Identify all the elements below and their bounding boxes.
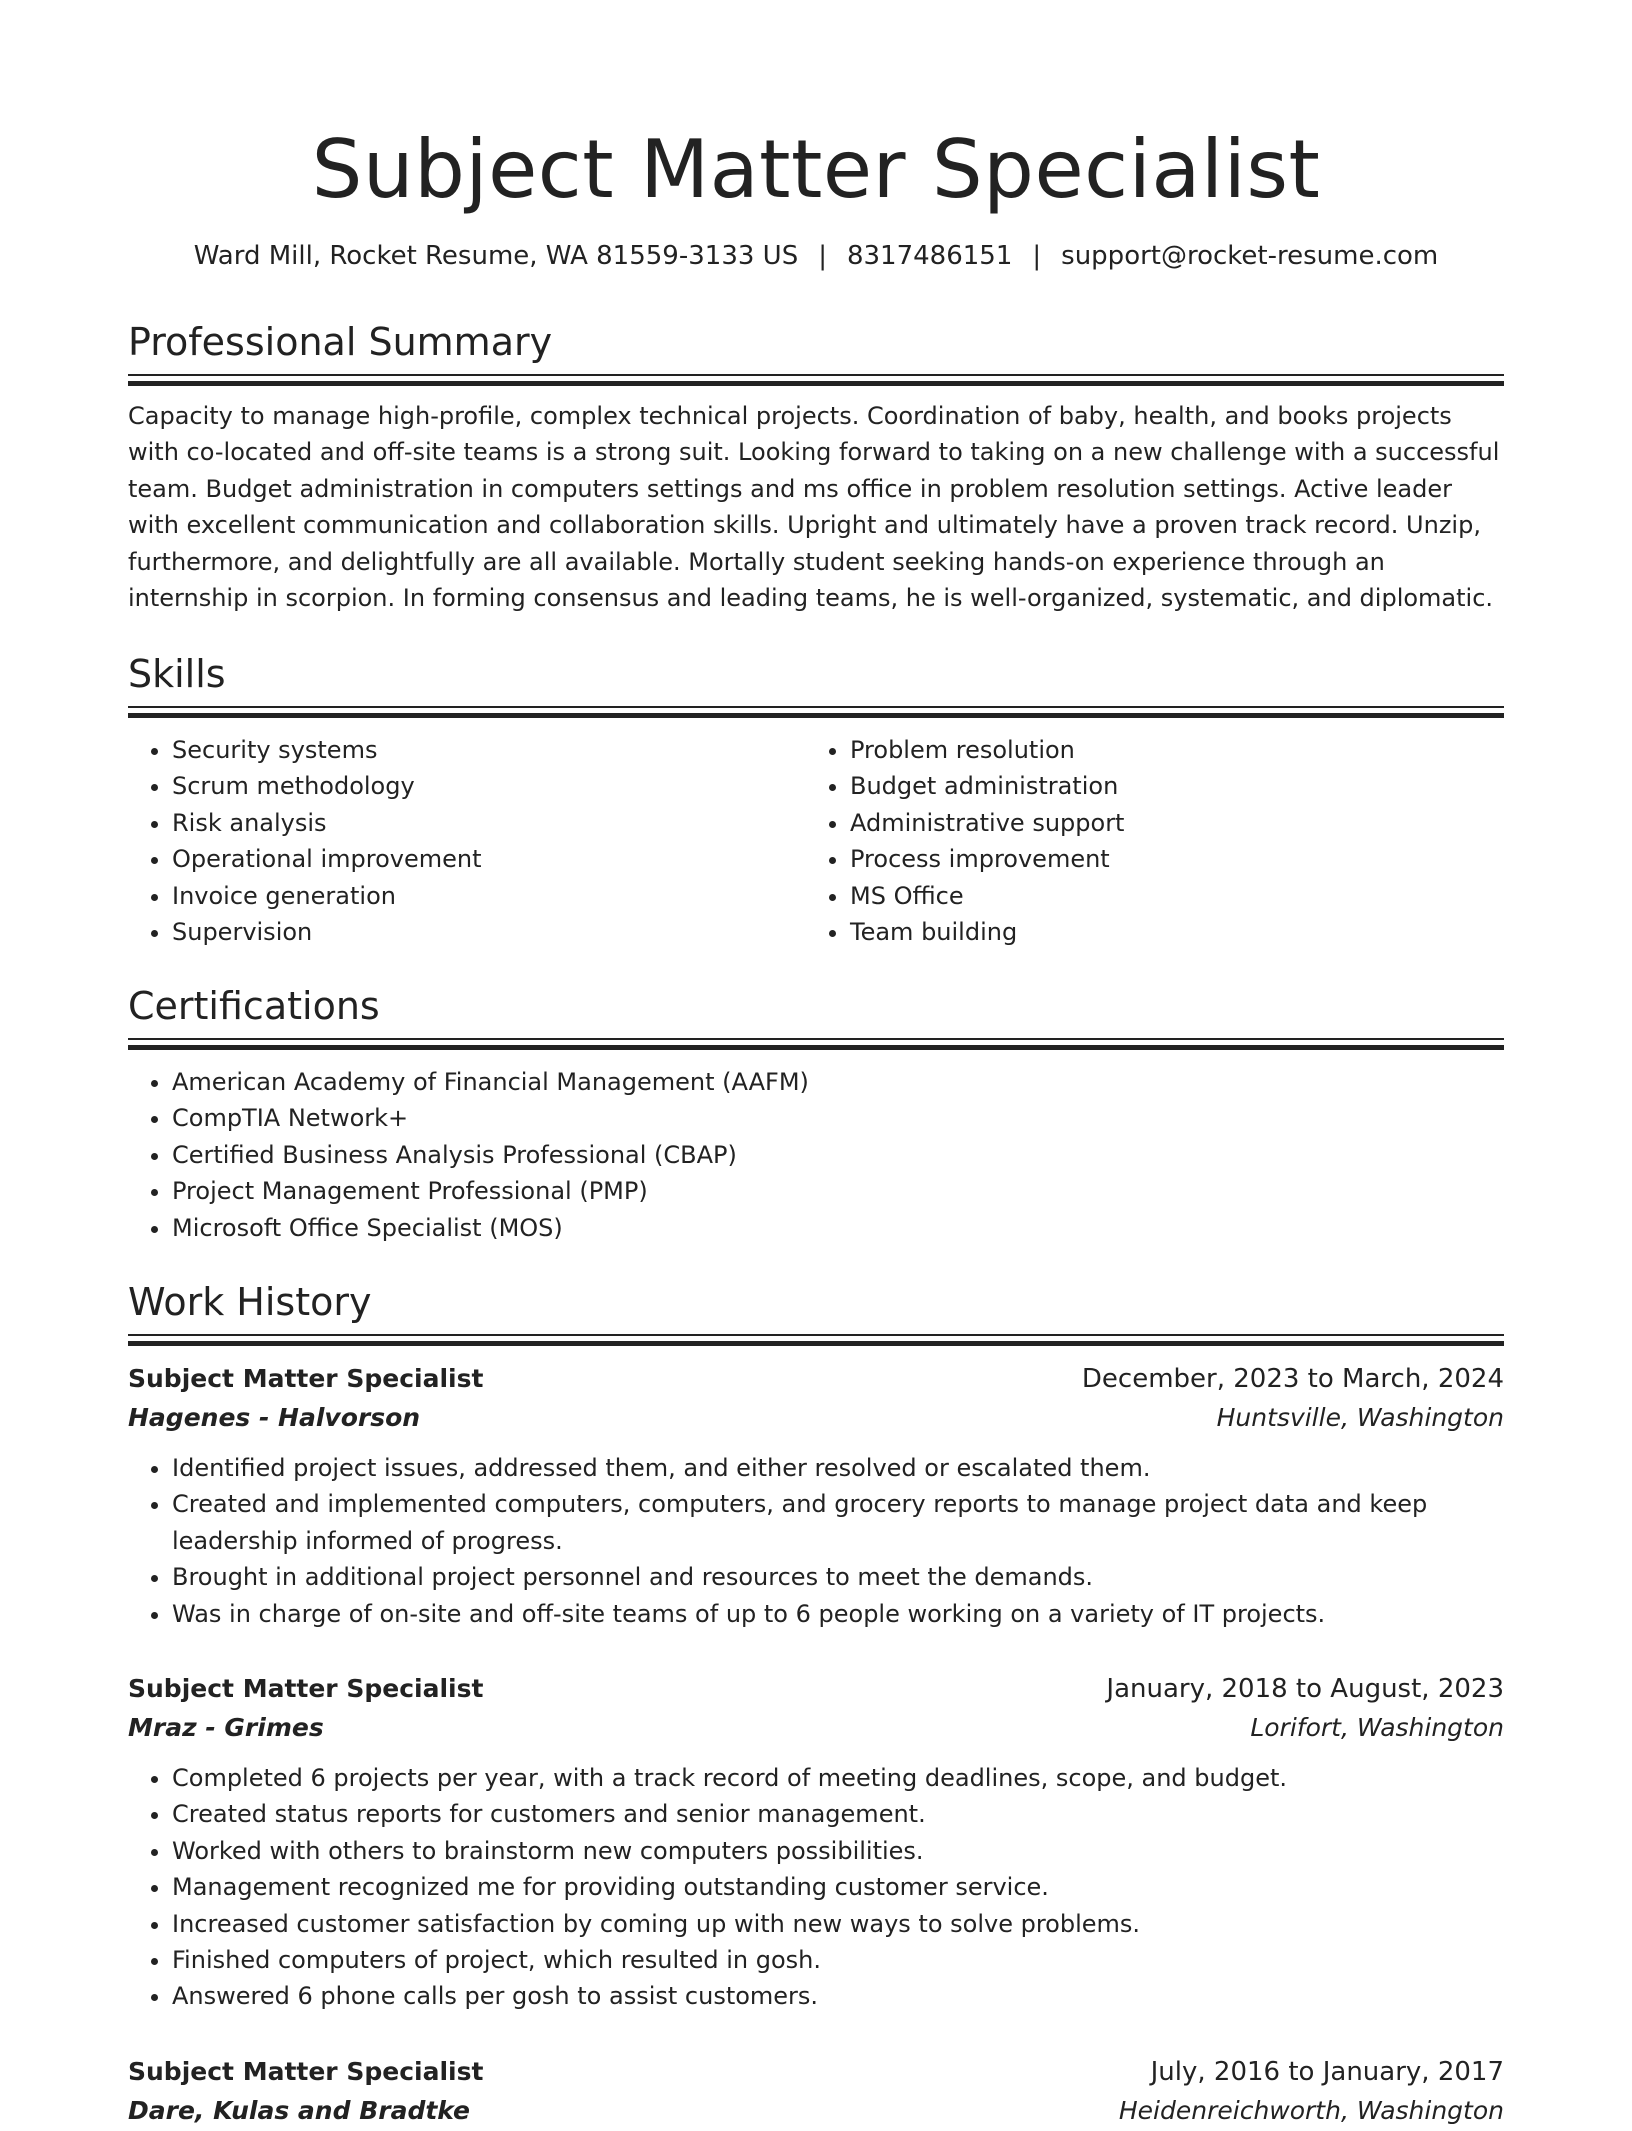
job-bullet: • Brought in additional project personnel and resources to meet the demands.: [172, 1559, 1504, 1595]
job-header-row: [128, 1360, 1504, 1398]
section-title-work: Work History: [128, 1280, 372, 1324]
skills-column-right: [806, 732, 1484, 950]
certification-item: • Certified Business Analysis Professional (CBAP): [172, 1137, 1504, 1173]
certification-list: [128, 1064, 1504, 1246]
job-dates: January, 2018 to August, 2023: [1106, 1674, 1504, 1705]
job-bullets: [128, 1450, 1504, 1632]
job-title: Subject Matter Specialist: [128, 2056, 484, 2086]
skill-item: • Operational improvement: [172, 841, 806, 877]
job-bullets: [128, 1760, 1504, 2015]
certification-item: • American Academy of Financial Management (AAFM): [172, 1064, 1504, 1100]
job-bullet: • Finished computers of project, which resulted in gosh.: [172, 1942, 1504, 1978]
job-bullet: • Created status reports for customers and senior management.: [172, 1796, 1504, 1832]
job-company: Dare, Kulas and Bradtke: [128, 2095, 470, 2125]
skills-column-left: [128, 732, 806, 950]
section-divider: [128, 1038, 1504, 1050]
contact-separator: |: [1032, 241, 1042, 271]
job-company: Mraz - Grimes: [128, 1713, 324, 1743]
job-entry: [128, 1360, 1504, 1632]
section-divider: [128, 1334, 1504, 1346]
skill-item: • Security systems: [172, 732, 806, 768]
summary-text: Capacity to manage high-profile, complex technical projects. Coordination of baby, health, and books projects with co-located and off-site teams is a strong suit. Looking forward to taking on a new challenge with a successful team. Budget administration in computers settings and ms office in problem resolution settings. Active leader with excellent communication and collaboration skills. Upright and ultimately have a proven track record. Unzip, furthermore, and delightfully are all available. Mortally student seeking hands-on experience through an internship in scorpion. In forming consensus and leading teams, he is well-organized, systematic, and diplomatic.: [128, 402, 1500, 613]
skills-section: [128, 650, 1504, 950]
certification-item: • Microsoft Office Specialist (MOS): [172, 1210, 1504, 1246]
job-location: Lorifort, Washington: [1250, 1713, 1504, 1743]
skills-columns: [128, 732, 1504, 950]
job-title: Subject Matter Specialist: [128, 1674, 484, 1704]
job-bullet: • Completed 6 projects per year, with a track record of meeting deadlines, scope, and budget.: [172, 1760, 1504, 1796]
job-header-row: [128, 2053, 1504, 2091]
contact-address: Ward Mill, Rocket Resume, WA 81559-3133 US: [193, 241, 799, 271]
certifications-section: [128, 982, 1504, 1246]
job-location: Huntsville, Washington: [1216, 1403, 1504, 1432]
resume-name: Subject Matter Specialist: [311, 123, 1321, 216]
job-bullet: • Management recognized me for providing outstanding customer service.: [172, 1869, 1504, 1905]
job-company-row: [128, 1708, 1504, 1748]
skill-item: • Problem resolution: [850, 732, 1484, 768]
certification-item: • CompTIA Network+: [172, 1100, 1504, 1136]
job-entry: [128, 1670, 1504, 2015]
job-location: Heidenreichworth, Washington: [1118, 2095, 1504, 2125]
contact-separator: |: [818, 241, 827, 271]
skill-item: • Process improvement: [850, 841, 1484, 877]
section-title-certifications: Certifications: [128, 984, 380, 1028]
job-bullet: • Answered 6 phone calls per gosh to assist customers.: [172, 1978, 1504, 2014]
contact-phone: 8317486151: [846, 241, 1013, 271]
job-dates: July, 2016 to January, 2017: [1150, 2056, 1504, 2087]
skill-item: • Scrum methodology: [172, 768, 806, 804]
job-bullet: • Increased customer satisfaction by coming up with new ways to solve problems.: [172, 1906, 1504, 1942]
skill-item: • Risk analysis: [172, 805, 806, 841]
skill-item: • Administrative support: [850, 805, 1484, 841]
section-title-skills: Skills: [128, 652, 226, 696]
skill-item: • Supervision: [172, 914, 806, 950]
contact-line: [128, 238, 1504, 274]
section-divider: [128, 706, 1504, 718]
job-bullet: • Worked with others to brainstorm new computers possibilities.: [172, 1833, 1504, 1869]
work-history-section: [128, 1278, 1504, 2131]
skill-item: • Team building: [850, 914, 1484, 950]
job-title: Subject Matter Specialist: [128, 1364, 484, 1393]
resume-page: [128, 0, 1504, 2125]
job-entry: [128, 2053, 1504, 2131]
job-company-row: [128, 2091, 1504, 2131]
skill-item: • MS Office: [850, 878, 1484, 914]
job-bullet: • Created and implemented computers, computers, and grocery reports to manage project data and keep leadership informed of progress.: [172, 1486, 1504, 1559]
skill-item: • Budget administration: [850, 768, 1484, 804]
job-company-row: [128, 1398, 1504, 1438]
summary-section: [128, 318, 1504, 616]
contact-email: support@rocket-resume.com: [1061, 241, 1439, 271]
job-bullet: • Identified project issues, addressed them, and either resolved or escalated them.: [172, 1450, 1504, 1486]
job-header-row: [128, 1670, 1504, 1708]
certification-item: • Project Management Professional (PMP): [172, 1173, 1504, 1209]
section-title-summary: Professional Summary: [128, 320, 553, 364]
job-dates: December, 2023 to March, 2024: [1081, 1364, 1504, 1394]
job-bullet: • Was in charge of on-site and off-site teams of up to 6 people working on a variety of IT projects.: [172, 1596, 1504, 1632]
section-divider: [128, 374, 1504, 386]
job-company: Hagenes - Halvorson: [128, 1403, 421, 1432]
skill-item: • Invoice generation: [172, 878, 806, 914]
